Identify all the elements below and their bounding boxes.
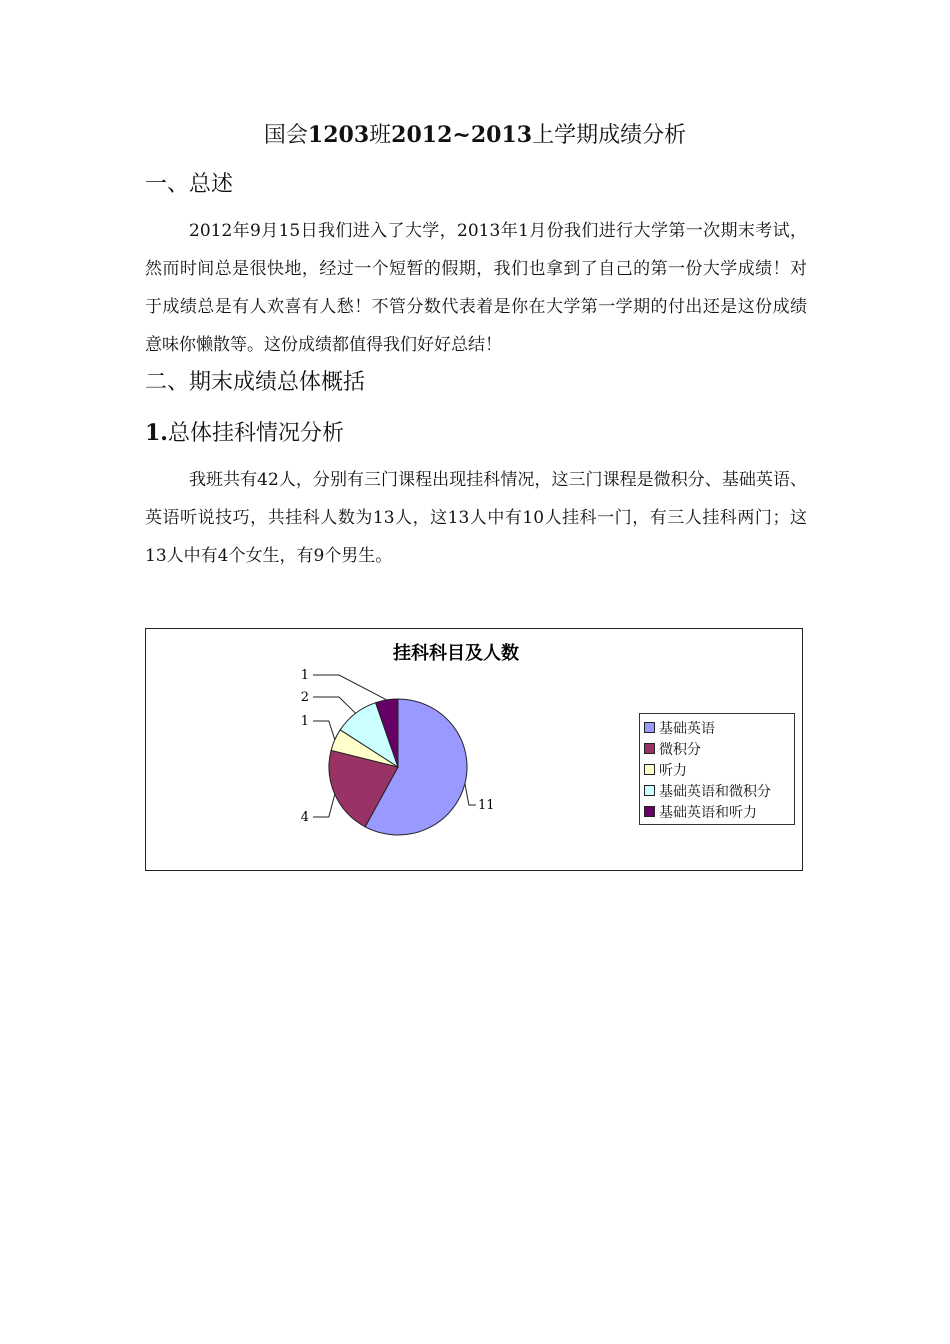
leader-line <box>313 794 335 817</box>
chart-legend <box>639 713 795 825</box>
fail-analysis-paragraph: 我班共有42人，分别有三门课程出现挂科情况，这三门课程是微积分、基础英语、英语听说技巧，共挂科人数为13人，这13人中有10人挂科一门，有三人挂科两门；这13人中有4个女生，有9个男生。 <box>145 470 807 566</box>
data-label: 1 <box>300 668 309 683</box>
legend-swatch <box>644 806 655 817</box>
title-part: 班 <box>369 123 392 148</box>
legend-label: 基础英语和微积分 <box>659 783 771 800</box>
leader-line <box>313 697 356 713</box>
title-part: 上学期成绩分析 <box>532 123 687 148</box>
legend-item <box>644 759 790 780</box>
chart-title: 挂科科目及人数 <box>393 643 519 664</box>
legend-item <box>644 738 790 759</box>
legend-item <box>644 780 790 801</box>
legend-item <box>644 801 790 822</box>
overview-paragraph: 2012年9月15日我们进入了大学，2013年1月份我们进行大学第一次期末考试，然而时间总是很快地，经过一个短暂的假期，我们也拿到了自己的第一份大学成绩！对于成绩总是有人欢喜有人愁！不管分数代表着是你在大学第一学期的付出还是这份成绩意味你懒散等。这份成绩都值得我们好好总结！ <box>145 221 807 355</box>
data-label: 4 <box>300 810 309 825</box>
data-label: 11 <box>478 798 495 813</box>
section-heading-summary: 二、期末成绩总体概括 <box>145 370 366 395</box>
legend-swatch <box>644 785 655 796</box>
leader-line <box>313 721 335 740</box>
legend-swatch <box>644 722 655 733</box>
legend-label: 听力 <box>659 762 687 779</box>
pie-chart-frame <box>145 628 803 871</box>
title-part: 国会 <box>263 123 308 148</box>
legend-item <box>644 717 790 738</box>
section-heading-overview: 一、总述 <box>145 172 234 197</box>
subsection-number: 1. <box>145 420 168 446</box>
data-label: 2 <box>300 690 309 705</box>
legend-label: 基础英语 <box>659 720 715 737</box>
legend-label: 微积分 <box>659 741 701 758</box>
legend-swatch <box>644 743 655 754</box>
legend-swatch <box>644 764 655 775</box>
title-part: 1203 <box>307 122 370 148</box>
subsection-heading-fail-analysis <box>145 416 344 451</box>
leader-line <box>465 784 476 805</box>
document-title <box>0 118 950 153</box>
data-label: 1 <box>300 714 309 729</box>
leader-line <box>313 675 387 700</box>
subsection-heading-text: 总体挂科情况分析 <box>167 421 344 446</box>
title-part: 2012~2013 <box>391 122 533 148</box>
pie-slices <box>329 699 467 835</box>
legend-label: 基础英语和听力 <box>659 804 757 821</box>
